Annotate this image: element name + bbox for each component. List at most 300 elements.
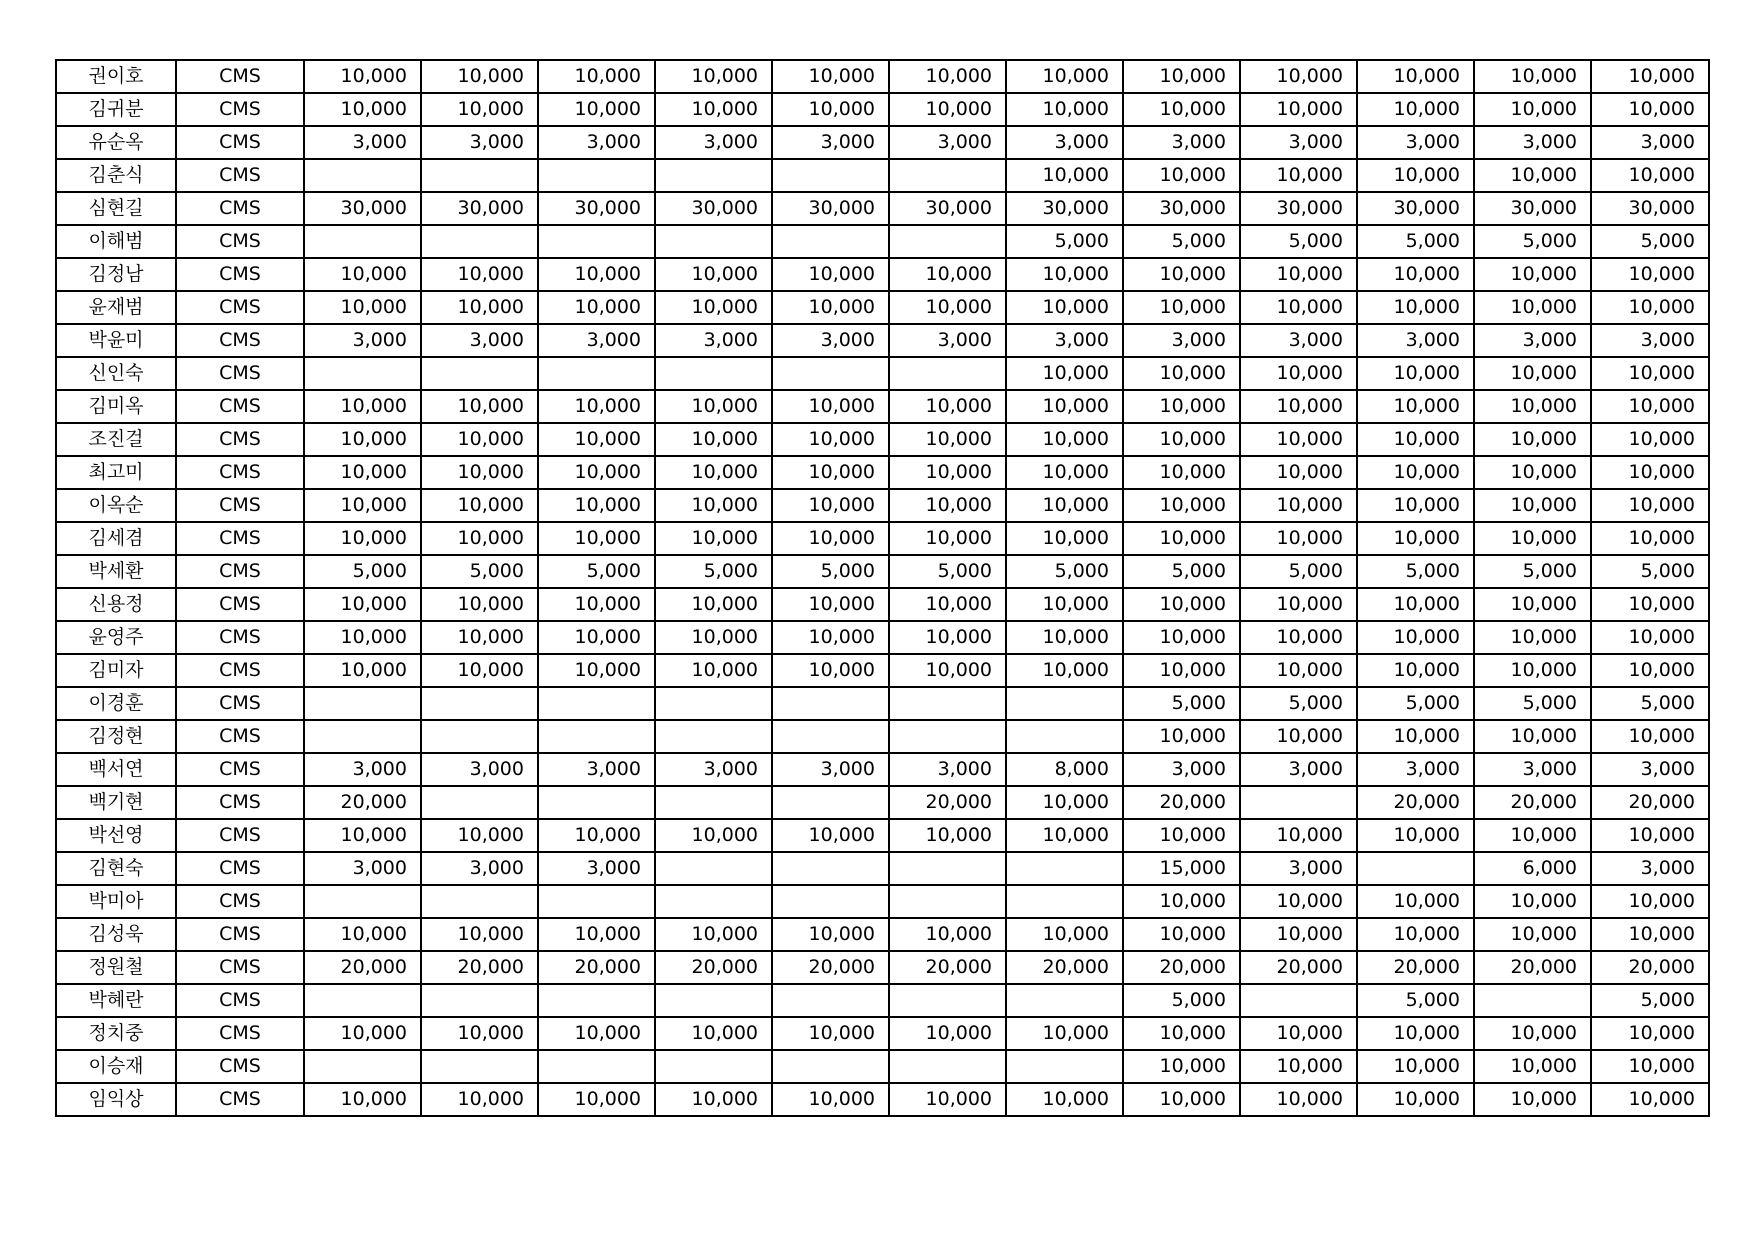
amount-cell: 10,000 [1357, 456, 1474, 489]
amount-cell: 5,000 [1240, 555, 1357, 588]
amount-cell: 10,000 [772, 489, 889, 522]
amount-cell [655, 159, 772, 192]
amount-cell: 10,000 [304, 918, 421, 951]
amount-cell: 10,000 [1240, 1017, 1357, 1050]
amount-cell: 10,000 [1474, 93, 1591, 126]
amount-cell: 3,000 [304, 753, 421, 786]
amount-cell: 10,000 [889, 588, 1006, 621]
amount-cell [304, 357, 421, 390]
amount-cell: 5,000 [1591, 225, 1709, 258]
member-name-cell: 임익상 [56, 1083, 176, 1116]
amount-cell: 10,000 [1123, 522, 1240, 555]
amount-cell: 10,000 [1591, 258, 1709, 291]
member-name-cell: 이승재 [56, 1050, 176, 1083]
amount-cell: 10,000 [421, 93, 538, 126]
payment-method-cell: CMS [176, 951, 304, 984]
amount-cell: 10,000 [772, 423, 889, 456]
amount-cell: 10,000 [1474, 1083, 1591, 1116]
amount-cell: 10,000 [889, 456, 1006, 489]
amount-cell: 10,000 [772, 1083, 889, 1116]
amount-cell: 10,000 [538, 621, 655, 654]
amount-cell: 20,000 [889, 951, 1006, 984]
amount-cell: 10,000 [1006, 588, 1123, 621]
table-row [56, 555, 1709, 588]
amount-cell: 10,000 [655, 93, 772, 126]
payment-method-cell: CMS [176, 720, 304, 753]
amount-cell: 3,000 [889, 126, 1006, 159]
table-row [56, 291, 1709, 324]
amount-cell [421, 786, 538, 819]
amount-cell: 10,000 [889, 258, 1006, 291]
amount-cell: 10,000 [1240, 720, 1357, 753]
amount-cell: 5,000 [1240, 687, 1357, 720]
amount-cell: 5,000 [1006, 225, 1123, 258]
member-name-cell: 이해범 [56, 225, 176, 258]
amount-cell [655, 786, 772, 819]
table-row [56, 687, 1709, 720]
amount-cell: 3,000 [655, 324, 772, 357]
amount-cell: 10,000 [1240, 258, 1357, 291]
amount-cell: 10,000 [1357, 1050, 1474, 1083]
amount-cell: 5,000 [1591, 687, 1709, 720]
table-row [56, 819, 1709, 852]
payment-method-cell: CMS [176, 555, 304, 588]
table-row [56, 423, 1709, 456]
amount-cell: 10,000 [1474, 423, 1591, 456]
table-row [56, 60, 1709, 93]
amount-cell [1474, 984, 1591, 1017]
amount-cell: 20,000 [772, 951, 889, 984]
amount-cell: 20,000 [1357, 951, 1474, 984]
amount-cell [421, 885, 538, 918]
member-name-cell: 윤영주 [56, 621, 176, 654]
amount-cell: 10,000 [772, 390, 889, 423]
amount-cell [421, 720, 538, 753]
amount-cell: 3,000 [304, 852, 421, 885]
amount-cell: 10,000 [889, 390, 1006, 423]
amount-cell [1006, 687, 1123, 720]
amount-cell: 3,000 [889, 753, 1006, 786]
amount-cell: 10,000 [1240, 291, 1357, 324]
amount-cell: 10,000 [421, 489, 538, 522]
amount-cell [1240, 984, 1357, 1017]
amount-cell: 10,000 [304, 621, 421, 654]
payment-method-cell: CMS [176, 819, 304, 852]
amount-cell [655, 1050, 772, 1083]
amount-cell: 10,000 [1357, 60, 1474, 93]
amount-cell: 10,000 [1474, 654, 1591, 687]
amount-cell: 5,000 [538, 555, 655, 588]
amount-cell: 10,000 [538, 390, 655, 423]
amount-cell: 10,000 [1006, 786, 1123, 819]
amount-cell: 10,000 [304, 819, 421, 852]
amount-cell: 3,000 [421, 852, 538, 885]
amount-cell: 20,000 [421, 951, 538, 984]
amount-cell: 30,000 [1474, 192, 1591, 225]
amount-cell: 10,000 [1123, 720, 1240, 753]
payment-method-cell: CMS [176, 225, 304, 258]
table-row [56, 951, 1709, 984]
amount-cell: 10,000 [772, 456, 889, 489]
amount-cell [1006, 720, 1123, 753]
amount-cell [772, 984, 889, 1017]
table-row [56, 753, 1709, 786]
amount-cell: 3,000 [538, 126, 655, 159]
amount-cell [655, 357, 772, 390]
amount-cell: 10,000 [538, 654, 655, 687]
amount-cell: 10,000 [1240, 885, 1357, 918]
amount-cell: 10,000 [889, 60, 1006, 93]
amount-cell: 3,000 [1591, 126, 1709, 159]
amount-cell: 5,000 [1591, 555, 1709, 588]
amount-cell: 10,000 [304, 522, 421, 555]
amount-cell: 10,000 [1006, 159, 1123, 192]
member-name-cell: 김미옥 [56, 390, 176, 423]
member-name-cell: 윤재범 [56, 291, 176, 324]
amount-cell: 10,000 [1474, 456, 1591, 489]
amount-cell: 10,000 [304, 390, 421, 423]
amount-cell: 10,000 [538, 456, 655, 489]
amount-cell: 5,000 [1357, 984, 1474, 1017]
amount-cell: 3,000 [1123, 753, 1240, 786]
payment-method-cell: CMS [176, 126, 304, 159]
amount-cell: 10,000 [772, 522, 889, 555]
amount-cell: 3,000 [304, 126, 421, 159]
amount-cell [772, 225, 889, 258]
amount-cell: 10,000 [1591, 489, 1709, 522]
table-row [56, 489, 1709, 522]
amount-cell: 10,000 [1006, 918, 1123, 951]
amount-cell: 10,000 [304, 654, 421, 687]
payment-method-cell: CMS [176, 786, 304, 819]
amount-cell: 10,000 [538, 423, 655, 456]
amount-cell: 20,000 [1474, 951, 1591, 984]
amount-cell: 10,000 [1357, 819, 1474, 852]
amount-cell [421, 687, 538, 720]
amount-cell: 20,000 [1006, 951, 1123, 984]
amount-cell: 30,000 [421, 192, 538, 225]
amount-cell: 3,000 [1474, 324, 1591, 357]
payment-method-cell: CMS [176, 621, 304, 654]
payment-method-cell: CMS [176, 93, 304, 126]
amount-cell [889, 720, 1006, 753]
amount-cell: 20,000 [304, 951, 421, 984]
amount-cell [889, 159, 1006, 192]
amount-cell: 10,000 [421, 60, 538, 93]
table-row [56, 192, 1709, 225]
amount-cell: 10,000 [1591, 423, 1709, 456]
member-name-cell: 박혜란 [56, 984, 176, 1017]
amount-cell: 10,000 [889, 654, 1006, 687]
amount-cell: 10,000 [421, 456, 538, 489]
amount-cell: 10,000 [1240, 819, 1357, 852]
amount-cell [772, 687, 889, 720]
amount-cell: 10,000 [1591, 654, 1709, 687]
amount-cell: 10,000 [1591, 885, 1709, 918]
amount-cell: 10,000 [1591, 291, 1709, 324]
amount-cell: 5,000 [1591, 984, 1709, 1017]
member-name-cell: 이옥순 [56, 489, 176, 522]
amount-cell: 10,000 [1591, 819, 1709, 852]
amount-cell: 20,000 [1591, 786, 1709, 819]
amount-cell: 10,000 [1357, 258, 1474, 291]
payment-method-cell: CMS [176, 918, 304, 951]
amount-cell: 3,000 [1591, 753, 1709, 786]
amount-cell: 5,000 [1357, 225, 1474, 258]
amount-cell: 10,000 [1474, 918, 1591, 951]
amount-cell: 10,000 [655, 819, 772, 852]
amount-cell: 10,000 [1240, 1083, 1357, 1116]
member-name-cell: 최고미 [56, 456, 176, 489]
payment-method-cell: CMS [176, 423, 304, 456]
amount-cell: 10,000 [538, 522, 655, 555]
amount-cell: 5,000 [1474, 225, 1591, 258]
amount-cell [772, 852, 889, 885]
amount-cell: 10,000 [655, 423, 772, 456]
table-row [56, 984, 1709, 1017]
amount-cell: 5,000 [1357, 687, 1474, 720]
amount-cell: 10,000 [1240, 489, 1357, 522]
amount-cell: 10,000 [655, 522, 772, 555]
amount-cell: 10,000 [772, 819, 889, 852]
amount-cell: 10,000 [421, 918, 538, 951]
amount-cell: 10,000 [1123, 489, 1240, 522]
member-name-cell: 백기현 [56, 786, 176, 819]
amount-cell: 10,000 [1591, 390, 1709, 423]
amount-cell: 10,000 [538, 588, 655, 621]
amount-cell: 3,000 [304, 324, 421, 357]
member-name-cell: 김귀분 [56, 93, 176, 126]
amount-cell: 10,000 [1123, 885, 1240, 918]
amount-cell: 10,000 [1591, 720, 1709, 753]
amount-cell: 10,000 [1006, 819, 1123, 852]
amount-cell: 10,000 [538, 93, 655, 126]
amount-cell: 10,000 [889, 1017, 1006, 1050]
amount-cell [538, 687, 655, 720]
amount-cell: 10,000 [655, 654, 772, 687]
amount-cell: 10,000 [1123, 93, 1240, 126]
member-name-cell: 김미자 [56, 654, 176, 687]
amount-cell [1006, 1050, 1123, 1083]
amount-cell: 10,000 [1006, 258, 1123, 291]
amount-cell [1240, 786, 1357, 819]
amount-cell [772, 1050, 889, 1083]
payment-method-cell: CMS [176, 687, 304, 720]
amount-cell: 3,000 [1591, 324, 1709, 357]
table-row [56, 357, 1709, 390]
amount-cell: 10,000 [655, 1017, 772, 1050]
payment-method-cell: CMS [176, 588, 304, 621]
amount-cell: 10,000 [889, 291, 1006, 324]
amount-cell [538, 720, 655, 753]
amount-cell: 10,000 [1006, 489, 1123, 522]
amount-cell: 10,000 [655, 1083, 772, 1116]
amount-cell: 5,000 [1123, 984, 1240, 1017]
amount-cell: 5,000 [1123, 555, 1240, 588]
amount-cell: 10,000 [1123, 819, 1240, 852]
amount-cell: 3,000 [538, 852, 655, 885]
member-name-cell: 백서연 [56, 753, 176, 786]
amount-cell: 10,000 [538, 1083, 655, 1116]
amount-cell: 10,000 [1240, 654, 1357, 687]
member-name-cell: 김현숙 [56, 852, 176, 885]
amount-cell: 10,000 [538, 819, 655, 852]
amount-cell: 10,000 [421, 819, 538, 852]
amount-cell: 10,000 [1591, 1083, 1709, 1116]
table-row [56, 786, 1709, 819]
amount-cell: 10,000 [1591, 918, 1709, 951]
table-row [56, 1083, 1709, 1116]
table-row [56, 918, 1709, 951]
amount-cell: 10,000 [304, 60, 421, 93]
amount-cell [889, 852, 1006, 885]
payment-method-cell: CMS [176, 1083, 304, 1116]
amount-cell: 3,000 [1123, 126, 1240, 159]
amount-cell: 10,000 [1591, 1050, 1709, 1083]
amount-cell: 10,000 [889, 522, 1006, 555]
member-name-cell: 조진걸 [56, 423, 176, 456]
amount-cell: 10,000 [1240, 357, 1357, 390]
amount-cell: 10,000 [1474, 291, 1591, 324]
amount-cell: 30,000 [655, 192, 772, 225]
payment-method-cell: CMS [176, 489, 304, 522]
amount-cell: 10,000 [1006, 1083, 1123, 1116]
amount-cell: 10,000 [1240, 93, 1357, 126]
amount-cell: 5,000 [1240, 225, 1357, 258]
donation-table [55, 59, 1710, 1117]
amount-cell: 5,000 [1357, 555, 1474, 588]
amount-cell: 10,000 [772, 621, 889, 654]
amount-cell: 30,000 [1123, 192, 1240, 225]
amount-cell: 10,000 [1357, 621, 1474, 654]
amount-cell: 10,000 [1006, 357, 1123, 390]
payment-method-cell: CMS [176, 258, 304, 291]
amount-cell: 10,000 [1123, 390, 1240, 423]
amount-cell [421, 159, 538, 192]
amount-cell: 10,000 [1006, 93, 1123, 126]
amount-cell [304, 720, 421, 753]
amount-cell: 10,000 [1240, 918, 1357, 951]
amount-cell: 10,000 [421, 621, 538, 654]
table-row [56, 522, 1709, 555]
amount-cell: 6,000 [1474, 852, 1591, 885]
amount-cell: 10,000 [421, 588, 538, 621]
table-row [56, 852, 1709, 885]
amount-cell: 10,000 [304, 1017, 421, 1050]
amount-cell: 10,000 [538, 1017, 655, 1050]
amount-cell: 10,000 [1006, 423, 1123, 456]
member-name-cell: 권이호 [56, 60, 176, 93]
amount-cell: 10,000 [1123, 1017, 1240, 1050]
member-name-cell: 김정남 [56, 258, 176, 291]
amount-cell: 10,000 [538, 60, 655, 93]
amount-cell: 10,000 [1474, 720, 1591, 753]
member-name-cell: 심현길 [56, 192, 176, 225]
amount-cell [538, 786, 655, 819]
amount-cell [304, 885, 421, 918]
amount-cell [889, 1050, 1006, 1083]
amount-cell: 3,000 [538, 753, 655, 786]
amount-cell: 10,000 [1474, 621, 1591, 654]
amount-cell: 10,000 [304, 456, 421, 489]
amount-cell: 10,000 [772, 258, 889, 291]
amount-cell [304, 225, 421, 258]
amount-cell: 10,000 [1474, 1050, 1591, 1083]
amount-cell [655, 225, 772, 258]
amount-cell [304, 984, 421, 1017]
amount-cell [772, 159, 889, 192]
amount-cell: 10,000 [421, 1083, 538, 1116]
amount-cell: 10,000 [1006, 60, 1123, 93]
amount-cell: 10,000 [1123, 60, 1240, 93]
amount-cell: 10,000 [1123, 918, 1240, 951]
amount-cell: 5,000 [889, 555, 1006, 588]
amount-cell: 10,000 [1006, 654, 1123, 687]
amount-cell: 3,000 [1006, 324, 1123, 357]
amount-cell: 10,000 [1591, 456, 1709, 489]
amount-cell: 20,000 [304, 786, 421, 819]
amount-cell: 10,000 [1357, 1083, 1474, 1116]
amount-cell [772, 357, 889, 390]
amount-cell [772, 885, 889, 918]
amount-cell [772, 786, 889, 819]
amount-cell [655, 852, 772, 885]
amount-cell: 10,000 [1123, 654, 1240, 687]
amount-cell: 15,000 [1123, 852, 1240, 885]
amount-cell [538, 885, 655, 918]
table-row [56, 93, 1709, 126]
amount-cell: 10,000 [1357, 390, 1474, 423]
amount-cell: 3,000 [421, 126, 538, 159]
member-name-cell: 신인숙 [56, 357, 176, 390]
amount-cell: 20,000 [655, 951, 772, 984]
amount-cell: 10,000 [1357, 93, 1474, 126]
amount-cell: 10,000 [1357, 159, 1474, 192]
amount-cell [538, 984, 655, 1017]
member-name-cell: 박세환 [56, 555, 176, 588]
table-row [56, 588, 1709, 621]
amount-cell: 10,000 [889, 423, 1006, 456]
amount-cell: 10,000 [304, 258, 421, 291]
amount-cell: 30,000 [889, 192, 1006, 225]
amount-cell: 10,000 [1474, 390, 1591, 423]
amount-cell: 10,000 [1357, 918, 1474, 951]
amount-cell: 30,000 [1591, 192, 1709, 225]
amount-cell: 10,000 [1123, 588, 1240, 621]
amount-cell [304, 1050, 421, 1083]
amount-cell: 10,000 [655, 60, 772, 93]
payment-method-cell: CMS [176, 1017, 304, 1050]
amount-cell: 10,000 [1240, 159, 1357, 192]
amount-cell: 10,000 [1006, 456, 1123, 489]
amount-cell [655, 687, 772, 720]
amount-cell: 5,000 [655, 555, 772, 588]
amount-cell: 5,000 [1123, 687, 1240, 720]
table-body [56, 60, 1709, 1116]
amount-cell: 10,000 [1474, 885, 1591, 918]
amount-cell: 10,000 [772, 918, 889, 951]
amount-cell [655, 720, 772, 753]
amount-cell [889, 885, 1006, 918]
amount-cell: 10,000 [1357, 720, 1474, 753]
member-name-cell: 김성욱 [56, 918, 176, 951]
payment-method-cell: CMS [176, 522, 304, 555]
payment-method-cell: CMS [176, 753, 304, 786]
amount-cell: 10,000 [1357, 1017, 1474, 1050]
amount-cell [421, 225, 538, 258]
amount-cell: 10,000 [1240, 423, 1357, 456]
amount-cell [1006, 885, 1123, 918]
